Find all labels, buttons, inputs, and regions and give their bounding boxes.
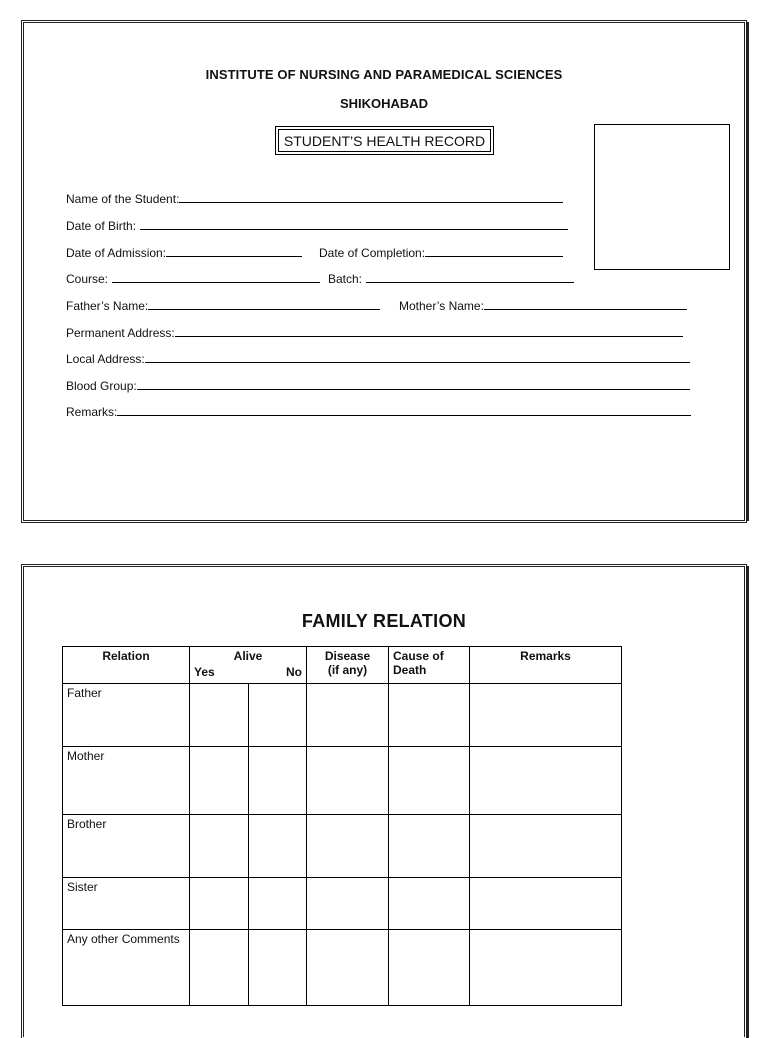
table-row: [63, 815, 622, 878]
institute-name: INSTITUTE OF NURSING AND PARAMEDICAL SCIENCES: [205, 67, 563, 82]
field-label: Mother’s Name:: [399, 299, 484, 313]
header-cause-line2: Death: [393, 663, 427, 677]
blank-line: [137, 388, 690, 390]
header-yes: Yes: [194, 665, 215, 679]
row-label-other-comments: Any other Comments: [63, 930, 190, 1006]
field-label: Permanent Address:: [66, 326, 175, 340]
cell-alive-no[interactable]: [249, 747, 307, 815]
cell-disease[interactable]: [307, 747, 389, 815]
cell-cause-of-death[interactable]: [389, 815, 470, 878]
field-label: Father’s Name:: [66, 299, 149, 313]
field-student-name[interactable]: [66, 192, 563, 206]
field-remarks[interactable]: [66, 405, 691, 419]
header-disease-line2: (if any): [327, 663, 368, 677]
header-disease: [307, 647, 389, 684]
field-date-of-birth[interactable]: [66, 219, 568, 233]
blank-line: [140, 228, 568, 230]
record-title: STUDENT’S HEALTH RECORD: [278, 129, 491, 152]
cell-disease[interactable]: [307, 684, 389, 747]
field-course[interactable]: [66, 272, 320, 286]
header-no: No: [286, 665, 303, 679]
cell-alive-yes[interactable]: [190, 747, 249, 815]
table-row: [63, 878, 622, 930]
family-relation-table: [62, 646, 622, 1006]
row-label-sister: Sister: [63, 878, 190, 930]
row-label-father: Father: [63, 684, 190, 747]
cell-cause-of-death[interactable]: [389, 878, 470, 930]
family-relation-title: FAMILY RELATION: [301, 611, 467, 631]
cell-remarks[interactable]: [470, 684, 622, 747]
header-cause-line1: Cause of: [393, 649, 444, 663]
table-row: [63, 684, 622, 747]
blank-line: [366, 281, 574, 283]
blank-line: [145, 361, 690, 363]
table-header-row: [63, 647, 622, 684]
cell-remarks[interactable]: [470, 747, 622, 815]
cell-alive-yes[interactable]: [190, 815, 249, 878]
table-row: [63, 747, 622, 815]
cell-alive-yes[interactable]: [190, 930, 249, 1006]
field-father-name[interactable]: [66, 299, 380, 313]
cell-remarks[interactable]: [470, 930, 622, 1006]
field-label: Batch:: [328, 272, 363, 286]
institute-city: SHIKOHABAD: [339, 96, 429, 111]
cell-cause-of-death[interactable]: [389, 747, 470, 815]
cell-remarks[interactable]: [470, 815, 622, 878]
header-remarks: Remarks: [470, 647, 622, 684]
blank-line: [117, 414, 691, 416]
field-permanent-address[interactable]: [66, 326, 683, 340]
student-health-record-card: [23, 22, 745, 521]
header-cause-of-death: [389, 647, 470, 684]
field-label: Blood Group:: [66, 379, 137, 393]
cell-alive-yes[interactable]: [190, 878, 249, 930]
cell-alive-no[interactable]: [249, 815, 307, 878]
blank-line: [148, 308, 380, 310]
cell-alive-yes[interactable]: [190, 684, 249, 747]
field-label: Date of Completion:: [319, 246, 426, 260]
field-label: Date of Admission:: [66, 246, 167, 260]
blank-line: [179, 201, 563, 203]
field-label: Remarks:: [66, 405, 118, 419]
cell-alive-no[interactable]: [249, 684, 307, 747]
field-date-of-admission[interactable]: [66, 246, 302, 260]
row-label-brother: Brother: [63, 815, 190, 878]
field-blood-group[interactable]: [66, 379, 690, 393]
header-alive-label: Alive: [233, 649, 263, 663]
field-local-address[interactable]: [66, 352, 690, 366]
blank-line: [175, 335, 683, 337]
cell-disease[interactable]: [307, 930, 389, 1006]
blank-line: [112, 281, 320, 283]
header-relation: Relation: [63, 647, 190, 684]
record-title-box: [275, 126, 494, 155]
field-mother-name[interactable]: [399, 299, 687, 313]
field-label: Course:: [66, 272, 109, 286]
field-date-of-completion[interactable]: [319, 246, 563, 260]
cell-disease[interactable]: [307, 815, 389, 878]
header-disease-line1: Disease: [324, 649, 371, 663]
field-label: Local Address:: [66, 352, 145, 366]
cell-remarks[interactable]: [470, 878, 622, 930]
family-relation-card: [23, 566, 745, 1037]
cell-alive-no[interactable]: [249, 930, 307, 1006]
cell-cause-of-death[interactable]: [389, 684, 470, 747]
row-label-mother: Mother: [63, 747, 190, 815]
cell-disease[interactable]: [307, 878, 389, 930]
blank-line: [425, 255, 563, 257]
header-alive: [190, 647, 307, 684]
cell-cause-of-death[interactable]: [389, 930, 470, 1006]
cell-alive-no[interactable]: [249, 878, 307, 930]
field-batch[interactable]: [328, 272, 574, 286]
field-label: Name of the Student:: [66, 192, 180, 206]
blank-line: [166, 255, 302, 257]
blank-line: [484, 308, 687, 310]
photo-box: [594, 124, 730, 270]
table-row: [63, 930, 622, 1006]
field-label: Date of Birth:: [66, 219, 137, 233]
